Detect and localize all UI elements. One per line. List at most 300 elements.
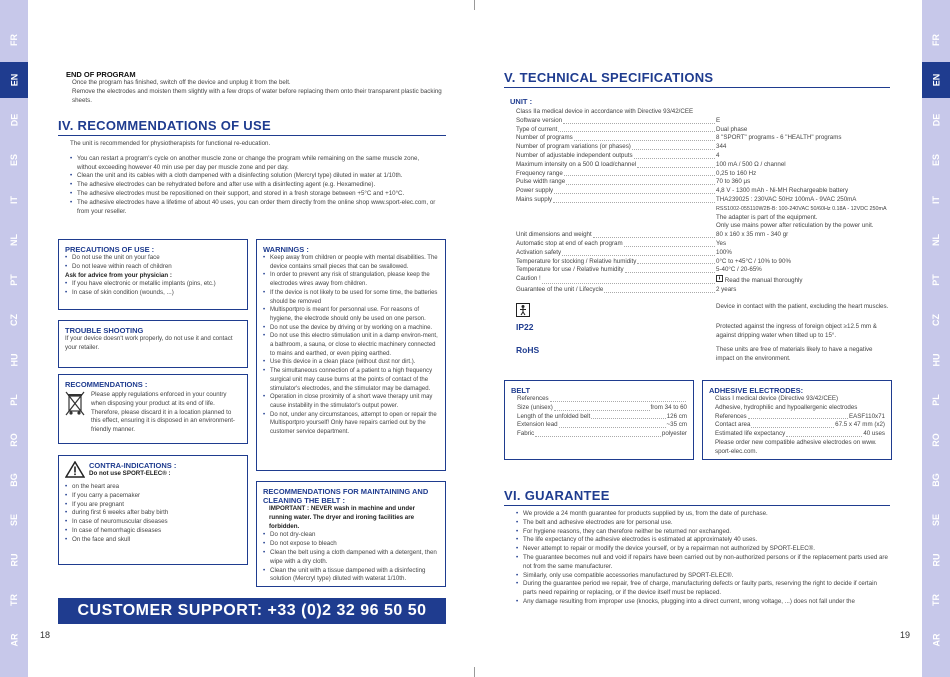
box-row xyxy=(517,413,687,422)
electrodes-rows xyxy=(709,413,885,439)
spec-key-label: Power supply xyxy=(516,187,554,195)
box-row xyxy=(715,430,885,439)
belt-box xyxy=(504,380,694,460)
language-tab-label: IT xyxy=(9,196,19,204)
spec-key-label: Caution ! xyxy=(516,275,541,283)
list-item: • Operation in close proximity of a short wave therapy unit may cause instability in the stimulator's output power. xyxy=(263,393,439,410)
spec-value xyxy=(716,275,890,286)
spacer xyxy=(516,205,716,214)
language-tab-ro[interactable] xyxy=(0,422,28,458)
list-item: • The adhesive electrodes can be rehydrated before and after use with a disinfecting agent (e.g. Hexamedine). xyxy=(70,181,440,190)
fold-mark-top xyxy=(474,0,475,10)
symbol-row xyxy=(516,323,890,341)
spec-key xyxy=(516,286,716,295)
language-tab-label: TR xyxy=(9,594,19,606)
spec-value-text: 100% xyxy=(716,248,732,256)
language-tab-label: BG xyxy=(9,473,19,487)
dot-leader xyxy=(624,240,715,247)
list-item: • Never attempt to repair or modify the device yourself, or by a repairman not authorized by SPORT-ELEC®. xyxy=(516,545,892,554)
contra-indications-title: CONTRA-INDICATIONS : xyxy=(89,461,177,470)
dot-leader xyxy=(786,436,862,437)
spec-key xyxy=(516,161,716,170)
spec-value-text: 344 xyxy=(716,143,727,151)
maintaining-title: RECOMMENDATIONS FOR MAINTAINING AND CLEANING THE BELT : xyxy=(263,487,429,505)
spec-value xyxy=(716,152,890,161)
spec-key xyxy=(516,152,716,161)
language-tab-de[interactable] xyxy=(922,102,950,138)
language-tab-label: DE xyxy=(930,113,941,127)
dot-leader xyxy=(564,170,715,177)
spec-key xyxy=(516,275,716,286)
trouble-shooting-box xyxy=(58,320,248,368)
list-item: • Clean the belt using a cloth dampened with a detergent, then wipe with a dry cloth. xyxy=(263,549,439,567)
list-item: • on the heart area xyxy=(65,483,241,492)
list-item: • In case of skin condition (wounds, ...) xyxy=(65,289,241,298)
spec-key-label: Automatic stop at end of each program xyxy=(516,239,623,247)
language-tab-label: SE xyxy=(930,513,941,527)
spec-value-text: THA239025 : 230VAC 50Hz 100mA - 9VAC 250mA xyxy=(716,195,857,203)
dot-leader xyxy=(637,258,715,265)
warnings-box xyxy=(256,239,446,471)
spec-value xyxy=(716,258,890,267)
spec-value xyxy=(716,170,890,179)
recommendations-of-use-heading: IV. RECOMMENDATIONS OF USE xyxy=(58,118,446,136)
list-item: • On the face and skull xyxy=(65,536,241,545)
spec-row xyxy=(516,117,890,126)
box-row-key: Fabric xyxy=(517,430,535,438)
language-tab-ru[interactable] xyxy=(922,542,950,578)
symbol-key xyxy=(516,303,716,317)
language-tab-label: AR xyxy=(9,633,19,647)
language-tab-nl[interactable] xyxy=(0,222,28,258)
box-row-key: Size (unisex) xyxy=(517,403,553,411)
adhesive-electrodes-box xyxy=(702,380,892,460)
box-row-key: Extension lead xyxy=(517,421,558,429)
language-tab-nl[interactable] xyxy=(922,222,950,258)
box-row-value: polyester xyxy=(661,430,687,438)
language-tab-label: FR xyxy=(931,34,941,46)
box-row xyxy=(517,404,687,413)
list-item: • You can restart a program's cycle on another muscle zone or change the program while remaining on the same muscle zone, without exceeding however 40 min use per day per muscle zone and per day. xyxy=(70,155,440,173)
mains-extra-row xyxy=(516,222,890,231)
spec-row xyxy=(516,196,890,205)
list-item: • The belt and adhesive electrodes are for personal use. xyxy=(516,519,892,528)
language-tab-label: ES xyxy=(930,153,941,167)
spec-key xyxy=(516,117,716,126)
symbol-text: These units are free of materials likely to have a negative impact on the environment. xyxy=(716,346,873,363)
list-item: • Do not use the unit on your face xyxy=(65,254,241,263)
language-tab-label: AR xyxy=(931,633,941,647)
spec-value xyxy=(716,196,890,205)
spacer xyxy=(516,222,716,231)
unit-class-line: Class IIa medical device in accordance with Directive 93/42/CEE xyxy=(516,108,694,115)
language-tab-label: RU xyxy=(9,553,19,567)
spec-key xyxy=(516,126,716,135)
spec-key xyxy=(516,258,716,267)
spec-value xyxy=(716,286,890,295)
spec-key xyxy=(516,231,716,240)
list-item: • Multisportpro is meant for personnal use. For reasons of hygiene, the electrode should only be used on one person. xyxy=(263,306,439,323)
list-item: • If you have electronic or metallic implants (pins, etc.) xyxy=(65,280,241,289)
spec-key xyxy=(516,134,716,143)
language-tab-pl[interactable] xyxy=(922,382,950,418)
spec-value-text: 5-40°C / 20-65% xyxy=(716,266,762,274)
language-tab-fr[interactable] xyxy=(0,22,28,58)
spec-key xyxy=(516,170,716,179)
mains-extra-text: The adapter is part of the equipment. xyxy=(716,213,818,221)
language-tab-label: RU xyxy=(931,553,941,567)
symbol-row xyxy=(516,346,890,364)
spec-value xyxy=(716,266,890,275)
belt-rows xyxy=(511,395,687,439)
language-tab-ru[interactable] xyxy=(0,542,28,578)
mains-extra-text: Only use mains power after reticulation by the power unit. xyxy=(716,222,874,230)
box-row-value: 126 cm xyxy=(666,412,687,420)
spec-value xyxy=(716,187,890,196)
list-item: • Use this device in a clean place (without dust nor dirt.). xyxy=(263,358,439,367)
spec-key-label: Pulse width range xyxy=(516,178,566,186)
language-tab-label: NL xyxy=(9,234,19,246)
box-row xyxy=(517,395,687,404)
dot-leader xyxy=(558,126,715,133)
language-tab-cz[interactable] xyxy=(0,302,28,338)
spec-value-text: 100 mA / 500 Ω / channel xyxy=(716,160,786,168)
language-tab-label: HU xyxy=(931,353,941,367)
dot-leader xyxy=(748,418,848,419)
symbol-key xyxy=(516,323,716,341)
spec-value xyxy=(716,134,890,143)
language-tab-es[interactable] xyxy=(922,142,950,178)
end-program-section xyxy=(66,70,446,105)
language-tab-pt[interactable] xyxy=(922,262,950,298)
spec-value xyxy=(716,240,890,249)
language-tab-pl[interactable] xyxy=(0,382,28,418)
language-tab-label: RO xyxy=(9,433,19,447)
technical-specifications-heading: V. TECHNICAL SPECIFICATIONS xyxy=(504,70,890,88)
end-program-line-2: Remove the electrodes and moisten them slightly with a few drops of water before replacing them onto their transparent plastic backing sheets. xyxy=(72,87,442,104)
language-tab-it[interactable] xyxy=(922,182,950,218)
language-tab-ar[interactable] xyxy=(0,622,28,658)
box-row-value: 67.5 x 47 mm (x2) xyxy=(835,421,885,429)
spec-value xyxy=(716,178,890,187)
weee-bin-icon xyxy=(65,391,87,435)
spec-row xyxy=(516,187,890,196)
maintaining-important: IMPORTANT : NEVER wash in machine and under running water. The dryer and ironing facilities are forbidden. xyxy=(269,505,415,530)
warning-triangle-icon xyxy=(65,461,85,483)
spec-key-label: Unit dimensions and weight xyxy=(516,231,592,239)
list-item: • Do not expose to bleach xyxy=(263,540,439,549)
spec-value-text: Dual phase xyxy=(716,125,748,133)
spec-key-label: Mains supply xyxy=(516,195,553,203)
spec-key-label: Maximum intensity on a 500 Ω load/channel xyxy=(516,160,637,168)
dot-leader xyxy=(566,178,715,185)
list-item: • During the guarantee period we repair, free of charge, manufacturing defects or faulty parts, reserving the right to decide if certain parts need repairing or replacing, or if the device itself must be replaced. xyxy=(516,580,892,598)
spacer xyxy=(516,214,716,223)
list-item: • Similarly, only use compatible accessories manufactured by SPORT-ELEC®. xyxy=(516,572,892,581)
page-number-right: 19 xyxy=(900,630,911,640)
box-row-key: References xyxy=(715,412,747,420)
spec-value xyxy=(716,126,890,135)
spec-row xyxy=(516,178,890,187)
dot-leader xyxy=(562,249,715,256)
spec-value xyxy=(716,117,890,126)
spec-value-text: 8 "SPORT" programs - 6 "HEALTH" programs xyxy=(716,134,842,142)
language-tab-it[interactable] xyxy=(0,182,28,218)
spec-key xyxy=(516,266,716,275)
list-item: • In case of neuromuscular diseases xyxy=(65,518,241,527)
symbol-label: RoHS xyxy=(516,346,540,356)
box-row-key: Estimated life expectancy xyxy=(715,430,786,438)
symbol-label: IP22 xyxy=(516,322,534,332)
fold-mark-bottom xyxy=(474,667,475,677)
language-tab-label: EN xyxy=(8,73,19,87)
precautions-title: PRECAUTIONS OF USE : xyxy=(65,245,155,254)
recommendations-text: Please apply regulations enforced in your country when disposing your product at its end of life. Therefore, please discard it in a location planned to this effect, ensuring it is disposed in an environment-friendly manner. xyxy=(91,391,235,434)
list-item: • The adhesive electrodes must be repositioned on their support, and stored in a fresh storage between +5°C and +10°C. xyxy=(70,190,440,199)
adhesive-electrodes-title: ADHESIVE ELECTRODES: xyxy=(709,386,804,395)
list-item: • Clean the unit and its cables with a cloth dampened with a disinfecting solution (Mercryl type) diluted in water at 1/10th. xyxy=(70,172,440,181)
box-row-value: from 34 to 60 xyxy=(650,403,687,411)
spec-value xyxy=(716,231,890,240)
unit-spec-table xyxy=(516,108,890,370)
trouble-shooting-title: TROUBLE SHOOTING xyxy=(65,326,144,335)
precautions-list xyxy=(65,254,241,272)
dot-leader xyxy=(751,427,834,428)
maintaining-list xyxy=(263,531,439,584)
language-tab-pt[interactable] xyxy=(0,262,28,298)
right-language-tabs xyxy=(922,0,950,677)
language-tab-hu[interactable] xyxy=(0,342,28,378)
language-tab-label: PT xyxy=(8,274,19,286)
symbol-key xyxy=(516,346,716,364)
spec-key-label: Activation safety xyxy=(516,248,562,256)
spec-value-text: Yes xyxy=(716,239,727,247)
language-tab-de[interactable] xyxy=(0,102,28,138)
language-tab-label: DE xyxy=(8,113,19,127)
symbol-rows xyxy=(516,303,890,364)
dot-leader xyxy=(535,436,661,437)
recommendations-of-use-body xyxy=(70,140,440,216)
spec-key-label: Frequency range xyxy=(516,169,563,177)
dot-leader xyxy=(632,143,715,150)
language-tab-en[interactable] xyxy=(0,62,28,98)
spec-row xyxy=(516,126,890,135)
language-tab-label: BG xyxy=(931,473,941,487)
end-program-line-1: Once the program has finished, switch off the device and unplug it from the belt. xyxy=(72,79,291,86)
contra-indications-list xyxy=(65,483,241,545)
end-program-title: END OF PROGRAM xyxy=(66,70,136,79)
language-tab-en[interactable] xyxy=(922,62,950,98)
list-item: • Do not use the device by driving or by working on a machine. xyxy=(263,324,439,333)
box-row xyxy=(517,430,687,439)
precautions-ask: Ask for advice from your physician : xyxy=(65,271,172,279)
maintaining-box xyxy=(256,481,446,587)
spec-key-label: Type of current xyxy=(516,125,558,133)
left-language-tabs xyxy=(0,0,28,677)
unit-spec-rows xyxy=(516,117,890,205)
electrodes-note: Please order new compatible adhesive electrodes on www. sport-elec.com. xyxy=(715,438,877,455)
spec-row xyxy=(516,266,890,275)
precautions-ask-list xyxy=(65,280,241,298)
spec-row xyxy=(516,275,890,286)
contra-indications-box xyxy=(58,455,248,565)
language-tab-ar[interactable] xyxy=(922,622,950,658)
list-item: • We provide a 24 month guarantee for products supplied by us, from the date of purchase. xyxy=(516,510,892,519)
language-tab-label: CZ xyxy=(931,314,941,326)
spec-key xyxy=(516,196,716,205)
dot-leader xyxy=(554,187,715,194)
spec-key-label: Number of programs xyxy=(516,134,573,142)
box-row xyxy=(715,413,885,422)
list-item: • If you carry a pacemaker xyxy=(65,492,241,501)
mains-extra-row xyxy=(516,205,890,214)
dot-leader xyxy=(559,427,666,428)
spec-row xyxy=(516,231,890,240)
bf-patient-icon xyxy=(516,303,530,317)
list-item: • The life expectancy of the adhesive electrodes is estimated at approximately 40 uses. xyxy=(516,536,892,545)
list-item: • The adhesive electrodes have a lifetime of about 40 uses, you can order them directly from the online shop www.sport-elec.com, or from your reseller. xyxy=(70,199,440,217)
spec-key xyxy=(516,249,716,258)
box-row-value: 40 uses xyxy=(863,430,885,438)
language-tab-tr[interactable] xyxy=(0,582,28,618)
list-item: • Do not, under any circumstances, attempt to open or repair the Multisportpro yourself! Only have repairs carried out by the customer service department. xyxy=(263,411,439,437)
box-row xyxy=(715,421,885,430)
language-tab-label: CZ xyxy=(9,314,19,326)
spec-value-text: 2 years xyxy=(716,285,737,293)
language-tab-cz[interactable] xyxy=(922,302,950,338)
language-tab-label: ES xyxy=(8,153,19,167)
language-tab-label: HU xyxy=(9,353,19,367)
mains-extra-row xyxy=(516,214,890,223)
spec-row xyxy=(516,170,890,179)
spec-value-text: E xyxy=(716,116,721,124)
symbol-text: Protected against the ingress of foreign object ≥12.5 mm & against dripping water when tilted up to 15°. xyxy=(716,322,877,339)
list-item: • For hygiene reasons, they can therefore neither be returned nor exchanged. xyxy=(516,528,892,537)
language-tab-se[interactable] xyxy=(0,502,28,538)
contra-indications-sub: Do not use SPORT-ELEC® : xyxy=(89,470,171,477)
dot-leader xyxy=(637,161,715,168)
spec-value xyxy=(716,143,890,152)
language-tab-es[interactable] xyxy=(0,142,28,178)
dot-leader xyxy=(604,286,715,293)
language-tab-label: TR xyxy=(931,594,941,606)
precautions-box xyxy=(58,239,248,310)
spec-row xyxy=(516,152,890,161)
spec-value-text: Read the manual thoroughly xyxy=(724,277,803,285)
list-item: • If you are pregnant xyxy=(65,501,241,510)
dot-leader xyxy=(563,117,715,124)
dot-leader xyxy=(591,418,665,419)
spec-value xyxy=(716,249,890,258)
spec-row xyxy=(516,143,890,152)
language-tab-label: NL xyxy=(931,234,941,246)
recommendations-list xyxy=(70,155,440,217)
spec-value-text: 4,8 V - 1300 mAh - Ni-MH Rechargeable battery xyxy=(716,187,849,195)
electrodes-line-1: Class I medical device (Directive 93/42/CEE) xyxy=(715,395,839,402)
list-item: • The guarantee becomes null and void if repairs have been carried out by non-authorized persons or if the replacement parts used are not from the same manufacturer. xyxy=(516,554,892,572)
box-row-value: EASF110x71 xyxy=(848,412,885,420)
language-tab-label: FR xyxy=(9,34,19,46)
unit-title: UNIT : xyxy=(510,97,533,106)
dot-leader xyxy=(542,275,715,284)
language-tab-ro[interactable] xyxy=(922,422,950,458)
list-item: • Keep away from children or people with mental disabilities. The device contains small pieces that can be swallowed. xyxy=(263,254,439,271)
list-item: • Any damage resulting from improper use (knocks, plugging into a direct current, wrong voltage, ...) does not fall under the xyxy=(516,598,892,607)
electrodes-line-2: Adhesive, hydrophilic and hypoallergenic electrodes xyxy=(715,403,858,411)
dot-leader xyxy=(634,152,715,159)
spec-value-text: 0°C to +45°C / 10% to 90% xyxy=(716,257,791,265)
language-tab-bg[interactable] xyxy=(0,462,28,498)
spec-key xyxy=(516,143,716,152)
recommendations-intro: The unit is recommended for physiotherapists for functional re-education. xyxy=(70,140,271,147)
spec-row xyxy=(516,240,890,249)
unit-spec-rows-2 xyxy=(516,231,890,295)
dot-leader xyxy=(554,410,650,411)
spec-key-label: Temperature for use / Relative humidity xyxy=(516,266,624,274)
language-tab-label: SE xyxy=(8,513,19,527)
list-item: • In order to prevent any risk of strangulation, please keep the electrodes wires away from children. xyxy=(263,271,439,288)
spec-value-text: 80 x 160 x 35 mm - 340 gr xyxy=(716,231,789,239)
guarantee-list xyxy=(516,510,892,607)
list-item: • The simultaneous connection of a patient to a high frequency surgical unit may cause burns at the points of contact of the stimulator's electrodes, and the stimulator may be damaged. xyxy=(263,367,439,393)
language-tab-bg[interactable] xyxy=(922,462,950,498)
spec-row xyxy=(516,286,890,295)
belt-title: BELT xyxy=(511,386,531,395)
box-row-key: Contact area xyxy=(715,421,751,429)
recommendations-title: RECOMMENDATIONS : xyxy=(65,380,148,389)
spec-key-label: Guarantee of the unit / Lifecycle xyxy=(516,285,604,293)
language-tab-label: EN xyxy=(930,73,941,87)
spec-key-label: Number of adjustable independent outputs xyxy=(516,151,633,159)
list-item: • Do not leave within reach of children xyxy=(65,263,241,272)
spec-key-label: Number of program variations (or phases) xyxy=(516,143,631,151)
manual-icon xyxy=(716,277,725,284)
symbol-row xyxy=(516,303,890,317)
spec-key-label: Software version xyxy=(516,116,563,124)
spec-value-text: 0,25 to 160 Hz xyxy=(716,169,757,177)
spec-row xyxy=(516,258,890,267)
spec-key xyxy=(516,187,716,196)
spec-key xyxy=(516,240,716,249)
list-item: • If the device is not likely to be used for some time, the batteries should be removed xyxy=(263,289,439,306)
spec-row xyxy=(516,161,890,170)
language-tab-se[interactable] xyxy=(922,502,950,538)
warnings-list xyxy=(263,254,439,437)
warnings-title: WARNINGS : xyxy=(263,245,309,254)
list-item: • Do not dry-clean xyxy=(263,531,439,540)
box-row xyxy=(517,421,687,430)
spec-key xyxy=(516,178,716,187)
customer-support-banner: CUSTOMER SUPPORT: +33 (0)2 32 96 50 50 xyxy=(58,598,446,624)
page-number-left: 18 xyxy=(40,630,51,640)
spec-row xyxy=(516,134,890,143)
language-tab-label: PT xyxy=(930,274,941,286)
language-tab-fr[interactable] xyxy=(922,22,950,58)
mains-extra-text: RSS1002-055110W2B-B: 100-240VAC 50/60Hz 0.18A - 12VDC 250mA xyxy=(716,205,887,212)
dot-leader xyxy=(553,196,715,203)
box-row-value: ~35 cm xyxy=(666,421,687,429)
guarantee-heading: VI. GUARANTEE xyxy=(504,488,890,506)
list-item: • Do not use this electro stimulation unit in a damp environ-ment, a bathroom, a sauna, or close to electric machinery connected to mains and earthed, or even piping earthed. xyxy=(263,332,439,358)
spec-row xyxy=(516,249,890,258)
language-tab-hu[interactable] xyxy=(922,342,950,378)
language-tab-label: RO xyxy=(931,433,941,447)
spec-value-text: 4 xyxy=(716,151,720,159)
spec-key-label: Temperature for stocking / Relative humidity xyxy=(516,257,637,265)
language-tab-tr[interactable] xyxy=(922,582,950,618)
list-item: • Clean the unit with a tissue dampened with a disinfecting solution (Mercryl type) diluted with waterat 1/10th. xyxy=(263,567,439,585)
dot-leader xyxy=(574,134,715,141)
